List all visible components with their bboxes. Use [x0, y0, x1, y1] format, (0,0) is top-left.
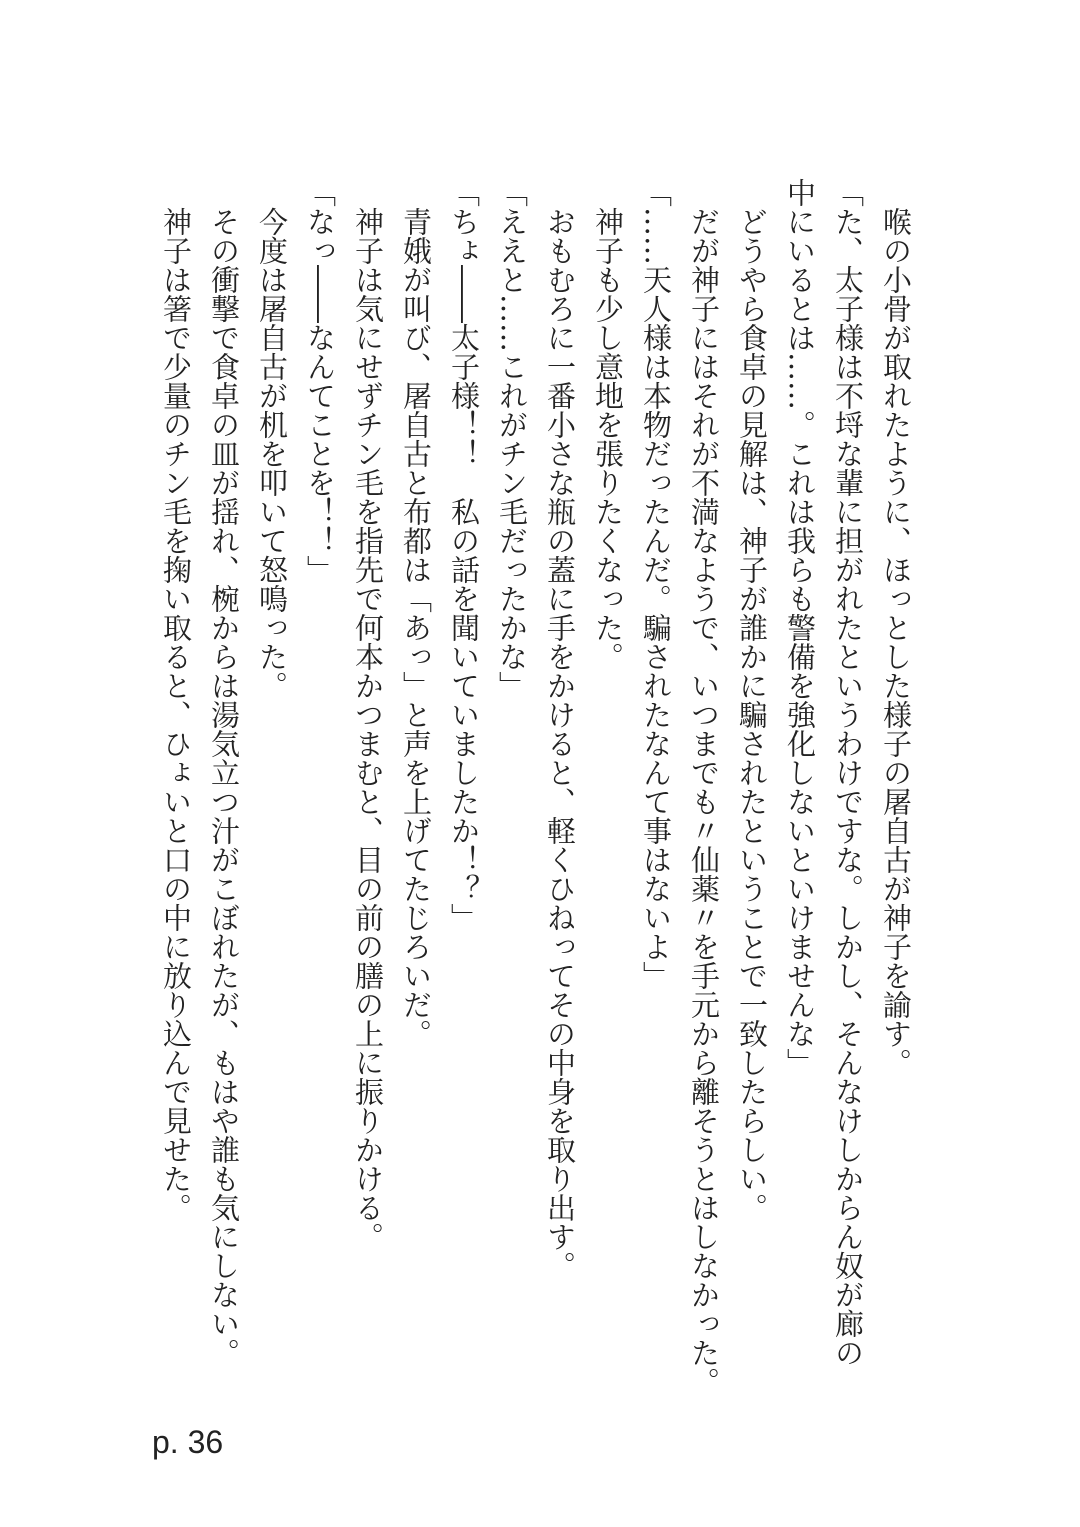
text-line: 神子は箸で少量のチン毛を掬い取ると、ひょいと口の中に放り込んで見せた。	[159, 178, 193, 1222]
text-line: 中にいるとは……。これは我らも警備を強化しないといけませんな」	[783, 178, 817, 1077]
page-number: p. 36	[152, 1424, 224, 1460]
vertical-text-body	[152, 178, 920, 1408]
text-line: 今度は屠自古が机を叩いて怒鳴った。	[255, 178, 289, 700]
text-line: 「ええと……これがチン毛だったかな」	[495, 178, 529, 700]
text-line: 「ちょ――太子様！！ 私の話を聞いていましたか！？」	[447, 178, 481, 932]
text-line: その衝撃で食卓の皿が揺れ、椀からは湯気立つ汁がこぼれたが、もはや誰も気にしない。	[207, 178, 241, 1367]
text-line: 「なっ――なんてことを！！」	[303, 178, 337, 584]
text-line: 「た、太子様は不埒な輩に担がれたというわけですな。しかし、そんなけしからん奴が廊の	[831, 178, 865, 1367]
text-line: 神子も少し意地を張りたくなった。	[591, 178, 625, 671]
text-line: 「……天人様は本物だったんだ。騙されたなんて事はないよ」	[639, 178, 673, 990]
text-line: 青娥が叫び、屠自古と布都は「あっ」と声を上げてたじろいだ。	[399, 178, 433, 1048]
text-line: 神子は気にせずチン毛を指先で何本かつまむと、目の前の膳の上に振りかける。	[351, 178, 385, 1251]
text-line: おもむろに一番小さな瓶の蓋に手をかけると、軽くひねってその中身を取り出す。	[543, 178, 577, 1280]
text-line: だが神子にはそれが不満なようで、いつまでも〃仙薬〃を手元から離そうとはしなかった。	[687, 178, 721, 1396]
text-line: 喉の小骨が取れたように、ほっとした様子の屠自古が神子を諭す。	[879, 178, 913, 1077]
text-line: どうやら食卓の見解は、神子が誰かに騙されたということで一致したらしい。	[735, 178, 769, 1222]
